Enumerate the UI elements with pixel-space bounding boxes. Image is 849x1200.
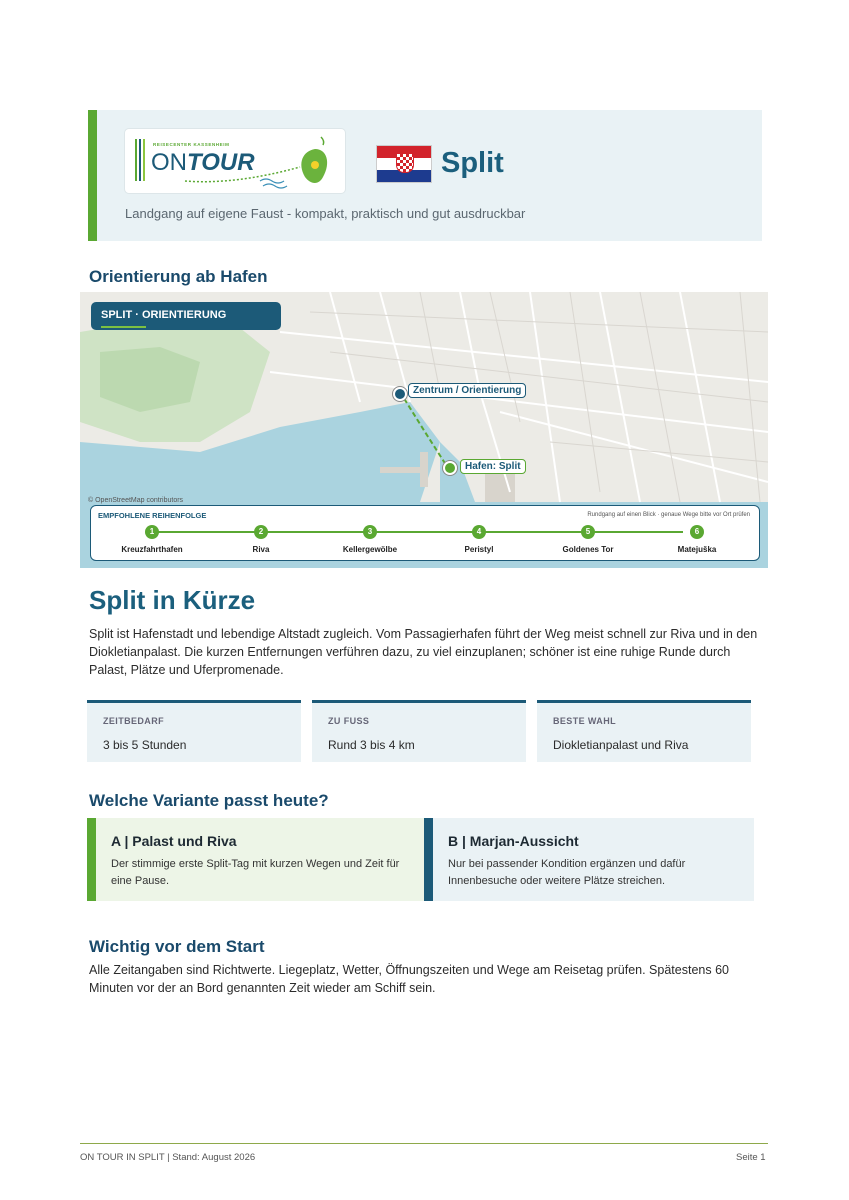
footer-divider [80,1143,768,1144]
croatia-flag-icon [376,145,432,183]
info-card-best [537,700,751,762]
center-pin-icon[interactable] [393,387,407,401]
header-accent-bar [88,110,97,241]
logo-wordmark [151,149,255,177]
route-title: EMPFOHLENE REIHENFOLGE [98,511,207,520]
route-step-6-label: Matejuška [677,545,717,554]
route-line [152,531,683,533]
footer-text: ON TOUR IN SPLIT | Stand: August 2026 [80,1152,256,1163]
info-card-value: Diokletianpalast und Riva [553,738,689,752]
logo-tour: TOUR [187,149,255,176]
ontour-logo [124,128,346,194]
port-pin-label: Hafen: Split [460,459,526,474]
route-step-4-label: Peristyl [464,545,494,554]
map-title-underline [101,326,146,328]
route-step-3-label: Kellergewölbe [342,545,398,554]
important-heading: Wichtig vor dem Start [89,937,265,956]
map-title-text: SPLIT · ORIENTIERUNG [101,309,227,321]
summary-title: Split in Kürze [89,585,256,615]
logo-small-text: REISECENTER KASSENHEIM [153,142,230,147]
info-card-label: ZU FUSS [328,716,370,726]
page-subtitle: Landgang auf eigene Faust - kompakt, praktisch und gut ausdruckbar [125,206,526,221]
page-number: Seite 1 [736,1152,766,1163]
info-card-walk [312,700,526,762]
port-pin-icon[interactable] [443,461,457,475]
page-title: Split [441,147,504,179]
info-card-value: Rund 3 bis 4 km [328,738,415,752]
important-text: Alle Zeitangaben sind Richtwerte. Liegeplatz, Wetter, Öffnungszeiten und Wege am Reisetag prüfen. Spätestens 60 Minuten vor der an Bord genannten Zeit wieder am Schiff sein. [89,963,729,995]
variant-card-a [87,818,426,901]
variant-title: A | Palast und Riva [111,833,237,849]
route-step-5-label: Goldenes Tor [562,545,614,554]
route-step-6-marker: 6 [690,525,704,539]
map-copyright: © OpenStreetMap contributors [88,497,184,504]
variants-heading: Welche Variante passt heute? [89,791,329,810]
route-note: Rundgang auf einen Blick · genaue Wege bitte vor Ort prüfen [587,512,750,518]
logo-on: ON [151,149,187,176]
variant-text: Der stimmige erste Split-Tag mit kurzen Wegen und Zeit für eine Pause. [111,858,400,887]
info-card-label: BESTE WAHL [553,716,617,726]
variant-text: Nur bei passender Kondition ergänzen und dafür Innenbesuche oder weitere Plätze streichen. [448,858,686,887]
route-step-2-label: Riva [252,545,270,554]
route-step-4-marker: 4 [472,525,486,539]
info-card-time [87,700,301,762]
info-card-label: ZEITBEDARF [103,716,164,726]
summary-text: Split ist Hafenstadt und lebendige Altstadt zugleich. Vom Passagierhafen führt der Weg meist schnell zur Riva und in den Diokletianpalast. Die kurzen Entfernungen verführen dazu, zu viel einzuplanen; schöner ist eine ruhige Runde durch Palast, Plätze und Uferpromenade. [89,627,758,677]
map-title-label [91,302,281,330]
route-step-1-marker: 1 [145,525,159,539]
info-card-value: 3 bis 5 Stunden [103,738,187,752]
orientation-heading: Orientierung ab Hafen [89,267,268,286]
route-step-1-label: Kreuzfahrthafen [121,545,183,554]
variant-card-b [424,818,754,901]
route-step-5-marker: 5 [581,525,595,539]
variant-title: B | Marjan-Aussicht [448,833,579,849]
route-step-3-marker: 3 [363,525,377,539]
center-pin-label: Zentrum / Orientierung [408,383,526,398]
route-step-2-marker: 2 [254,525,268,539]
